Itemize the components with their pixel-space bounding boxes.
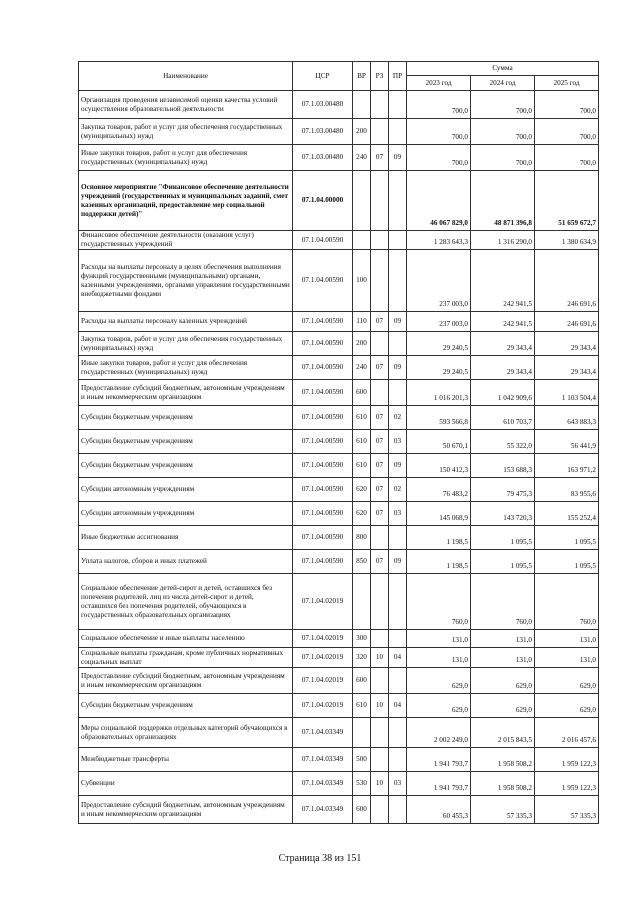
row-pr: 04 (389, 694, 407, 718)
row-name: Предоставление субсидий бюджетным, автономным учреждениям и иным некоммерческим организациям (79, 668, 293, 694)
row-vr: 620 (353, 502, 371, 526)
row-pr (389, 574, 407, 630)
row-name: Уплата налогов, сборов и иных платежей (79, 550, 293, 574)
row-rz: 10 (371, 694, 389, 718)
row-csr: 07.1.04.00590 (293, 332, 353, 356)
row-csr: 07.1.04.03349 (293, 718, 353, 748)
row-pr: 04 (389, 648, 407, 668)
table-row (79, 648, 599, 668)
row-csr: 07.1.04.00590 (293, 478, 353, 502)
row-rz: 07 (371, 550, 389, 574)
row-csr: 07.1.04.00590 (293, 231, 353, 250)
row-sum-2024: 1 958 508,2 (471, 772, 535, 796)
row-sum-2024: 760,0 (471, 574, 535, 630)
row-sum-2025: 56 441,9 (535, 430, 599, 454)
row-sum-2024: 55 322,0 (471, 430, 535, 454)
row-rz (371, 748, 389, 772)
row-rz: 07 (371, 454, 389, 478)
table-row (79, 630, 599, 648)
row-csr: 07.1.04.00000 (293, 171, 353, 231)
row-name: Закупка товаров, работ и услуг для обеспечения государственных (муниципальных) нужд (79, 119, 293, 145)
row-name: Субсидии бюджетным учреждениям (79, 694, 293, 718)
row-rz: 07 (371, 406, 389, 430)
header-pr: ПР (389, 62, 407, 91)
row-pr: 02 (389, 406, 407, 430)
row-pr (389, 119, 407, 145)
row-pr: 03 (389, 502, 407, 526)
row-rz: 07 (371, 430, 389, 454)
row-sum-2024: 700,0 (471, 145, 535, 171)
row-pr: 09 (389, 356, 407, 380)
table-row (79, 356, 599, 380)
header-year-2025: 2025 год (535, 76, 599, 91)
row-vr: 610 (353, 454, 371, 478)
row-csr: 07.1.04.00590 (293, 380, 353, 406)
row-sum-2023: 1 283 643,3 (407, 231, 471, 250)
row-csr: 07.1.04.02019 (293, 648, 353, 668)
row-sum-2025: 1 959 122,3 (535, 748, 599, 772)
row-pr (389, 526, 407, 550)
row-sum-2024: 1 095,5 (471, 526, 535, 550)
row-pr (389, 231, 407, 250)
row-sum-2025: 1 103 504,4 (535, 380, 599, 406)
row-csr: 07.1.03.00480 (293, 145, 353, 171)
row-sum-2024: 242 941,5 (471, 312, 535, 332)
row-vr: 600 (353, 668, 371, 694)
row-vr (353, 574, 371, 630)
row-sum-2023: 29 240,5 (407, 332, 471, 356)
row-csr: 07.1.03.00480 (293, 119, 353, 145)
row-sum-2025: 51 659 672,7 (535, 171, 599, 231)
table-row (79, 694, 599, 718)
row-rz (371, 171, 389, 231)
row-sum-2023: 131,0 (407, 630, 471, 648)
header-year-2023: 2023 год (407, 76, 471, 91)
row-csr: 07.1.04.00590 (293, 550, 353, 574)
row-csr: 07.1.04.03349 (293, 796, 353, 824)
row-rz (371, 119, 389, 145)
row-vr: 320 (353, 648, 371, 668)
row-csr: 07.1.04.02019 (293, 694, 353, 718)
row-name: Иные закупки товаров, работ и услуг для обеспечения государственных (муниципальных) нужд (79, 356, 293, 380)
row-name: Субвенции (79, 772, 293, 796)
row-sum-2023: 1 941 793,7 (407, 748, 471, 772)
row-sum-2023: 760,0 (407, 574, 471, 630)
row-vr (353, 171, 371, 231)
row-sum-2024: 57 335,3 (471, 796, 535, 824)
row-csr: 07.1.04.00590 (293, 312, 353, 332)
header-vr: ВР (353, 62, 371, 91)
row-rz (371, 231, 389, 250)
row-pr (389, 748, 407, 772)
table-row (79, 91, 599, 119)
row-rz: 07 (371, 312, 389, 332)
row-sum-2024: 48 871 396,8 (471, 171, 535, 231)
row-pr: 09 (389, 454, 407, 478)
row-sum-2023: 46 067 829,0 (407, 171, 471, 231)
row-pr (389, 380, 407, 406)
row-vr (353, 91, 371, 119)
row-rz (371, 796, 389, 824)
row-name: Расходы на выплаты персоналу в целях обеспечения выполнения функций государственными (муниципальными) органами, казенными учреждениями, органами управления государственными внебюджетными фондами (79, 250, 293, 312)
row-vr: 100 (353, 250, 371, 312)
row-sum-2025: 700,0 (535, 91, 599, 119)
row-pr (389, 796, 407, 824)
table-row (79, 772, 599, 796)
row-csr: 07.1.04.00590 (293, 454, 353, 478)
table-row (79, 312, 599, 332)
table-row (79, 748, 599, 772)
row-sum-2023: 629,0 (407, 668, 471, 694)
row-sum-2025: 760,0 (535, 574, 599, 630)
row-sum-2024: 610 703,7 (471, 406, 535, 430)
row-sum-2023: 50 670,1 (407, 430, 471, 454)
row-name: Иные закупки товаров, работ и услуг для обеспечения государственных (муниципальных) нужд (79, 145, 293, 171)
row-sum-2023: 1 198,5 (407, 550, 471, 574)
table-row (79, 380, 599, 406)
row-sum-2025: 29 343,4 (535, 356, 599, 380)
row-name: Предоставление субсидий бюджетным, автономным учреждениям и иным некоммерческим организациям (79, 380, 293, 406)
row-sum-2023: 29 240,5 (407, 356, 471, 380)
row-vr: 200 (353, 332, 371, 356)
row-pr (389, 91, 407, 119)
row-sum-2024: 629,0 (471, 694, 535, 718)
row-sum-2023: 1 941 793,7 (407, 772, 471, 796)
row-sum-2023: 2 002 249,0 (407, 718, 471, 748)
row-sum-2025: 131,0 (535, 648, 599, 668)
row-name: Субсидии автономным учреждениям (79, 502, 293, 526)
header-sum: Сумма (407, 62, 599, 76)
row-vr: 530 (353, 772, 371, 796)
row-rz (371, 380, 389, 406)
row-rz: 10 (371, 648, 389, 668)
table-row (79, 718, 599, 748)
header-rz: РЗ (371, 62, 389, 91)
row-sum-2025: 1 095,5 (535, 550, 599, 574)
budget-table (78, 61, 599, 824)
row-sum-2025: 246 691,6 (535, 250, 599, 312)
row-sum-2025: 163 971,2 (535, 454, 599, 478)
row-vr: 610 (353, 406, 371, 430)
table-row (79, 231, 599, 250)
table-row (79, 454, 599, 478)
row-sum-2025: 2 016 457,6 (535, 718, 599, 748)
row-sum-2025: 629,0 (535, 694, 599, 718)
row-name: Основное мероприятие "Финансовое обеспечение деятельности учреждений (государственных и муниципальных заданий, смет казенных организаций, предоставление мер социальной поддержки детей)" (79, 171, 293, 231)
row-name: Финансовое обеспечение деятельности (оказания услуг) государственных учреждений (79, 231, 293, 250)
row-pr: 02 (389, 478, 407, 502)
row-sum-2024: 29 343,4 (471, 332, 535, 356)
table-row (79, 430, 599, 454)
row-sum-2024: 700,0 (471, 91, 535, 119)
row-csr: 07.1.04.00590 (293, 430, 353, 454)
row-name: Субсидии бюджетным учреждениям (79, 406, 293, 430)
row-sum-2025: 1 095,5 (535, 526, 599, 550)
row-rz: 07 (371, 356, 389, 380)
table-row (79, 526, 599, 550)
row-vr: 200 (353, 119, 371, 145)
row-rz (371, 574, 389, 630)
row-vr: 240 (353, 145, 371, 171)
table-row (79, 478, 599, 502)
row-sum-2023: 593 566,8 (407, 406, 471, 430)
row-csr: 07.1.04.00590 (293, 526, 353, 550)
page-footer: Страница 38 из 151 (278, 853, 362, 864)
table-row (79, 796, 599, 824)
row-rz: 07 (371, 145, 389, 171)
table-row (79, 550, 599, 574)
table-row (79, 406, 599, 430)
row-pr (389, 250, 407, 312)
budget-table-page (78, 61, 598, 824)
row-pr (389, 332, 407, 356)
row-sum-2025: 29 343,4 (535, 332, 599, 356)
row-vr: 300 (353, 630, 371, 648)
row-csr: 07.1.04.00590 (293, 250, 353, 312)
row-vr: 800 (353, 526, 371, 550)
row-csr: 07.1.04.03349 (293, 748, 353, 772)
row-sum-2023: 76 483,2 (407, 478, 471, 502)
row-csr: 07.1.04.00590 (293, 406, 353, 430)
row-name: Предоставление субсидий бюджетным, автономным учреждениям и иным некоммерческим организациям (79, 796, 293, 824)
table-row (79, 574, 599, 630)
row-sum-2024: 131,0 (471, 648, 535, 668)
row-pr (389, 630, 407, 648)
row-pr: 03 (389, 430, 407, 454)
row-csr: 07.1.04.02019 (293, 630, 353, 648)
row-name: Организация проведения независимой оценки качества условий осуществления образовательной деятельности (79, 91, 293, 119)
row-sum-2025: 629,0 (535, 668, 599, 694)
row-sum-2024: 131,0 (471, 630, 535, 648)
row-vr (353, 718, 371, 748)
row-pr: 09 (389, 312, 407, 332)
header-name: Наименование (79, 62, 293, 91)
row-sum-2023: 700,0 (407, 91, 471, 119)
row-sum-2024: 700,0 (471, 119, 535, 145)
row-sum-2025: 1 959 122,3 (535, 772, 599, 796)
row-rz (371, 250, 389, 312)
row-sum-2024: 79 475,3 (471, 478, 535, 502)
row-sum-2024: 2 015 843,5 (471, 718, 535, 748)
row-sum-2023: 1 016 201,3 (407, 380, 471, 406)
table-row (79, 119, 599, 145)
row-name: Расходы на выплаты персоналу казенных учреждений (79, 312, 293, 332)
row-pr (389, 718, 407, 748)
row-csr: 07.1.04.02019 (293, 574, 353, 630)
row-vr: 600 (353, 796, 371, 824)
row-pr (389, 171, 407, 231)
row-csr: 07.1.04.00590 (293, 356, 353, 380)
row-pr: 03 (389, 772, 407, 796)
row-name: Субсидии бюджетным учреждениям (79, 430, 293, 454)
row-name: Социальное обеспечение и иные выплаты населению (79, 630, 293, 648)
row-name: Субсидии автономным учреждениям (79, 478, 293, 502)
row-sum-2025: 155 252,4 (535, 502, 599, 526)
row-pr: 09 (389, 550, 407, 574)
row-csr: 07.1.03.00480 (293, 91, 353, 119)
row-vr: 110 (353, 312, 371, 332)
row-vr: 620 (353, 478, 371, 502)
row-sum-2024: 1 316 290,0 (471, 231, 535, 250)
table-row (79, 145, 599, 171)
row-vr: 850 (353, 550, 371, 574)
row-rz (371, 630, 389, 648)
header-year-2024: 2024 год (471, 76, 535, 91)
table-row (79, 171, 599, 231)
row-rz: 07 (371, 502, 389, 526)
row-csr: 07.1.04.03349 (293, 772, 353, 796)
row-sum-2025: 1 380 634,9 (535, 231, 599, 250)
row-sum-2023: 237 003,0 (407, 250, 471, 312)
row-vr: 240 (353, 356, 371, 380)
row-sum-2023: 60 455,3 (407, 796, 471, 824)
row-sum-2024: 629,0 (471, 668, 535, 694)
row-rz (371, 526, 389, 550)
row-vr: 610 (353, 430, 371, 454)
row-name: Меры социальной поддержки отдельных категорий обучающихся в образовательных организациях (79, 718, 293, 748)
table-row (79, 332, 599, 356)
row-sum-2023: 237 003,0 (407, 312, 471, 332)
row-name: Межбюджетные трансферты (79, 748, 293, 772)
row-sum-2025: 700,0 (535, 145, 599, 171)
row-csr: 07.1.04.00590 (293, 502, 353, 526)
header-csr: ЦСР (293, 62, 353, 91)
table-row (79, 502, 599, 526)
row-vr: 500 (353, 748, 371, 772)
row-sum-2024: 1 958 508,2 (471, 748, 535, 772)
row-sum-2024: 153 688,3 (471, 454, 535, 478)
row-sum-2024: 143 720,3 (471, 502, 535, 526)
row-sum-2023: 629,0 (407, 694, 471, 718)
row-pr: 09 (389, 145, 407, 171)
row-name: Закупка товаров, работ и услуг для обеспечения государственных (муниципальных) нужд (79, 332, 293, 356)
row-name: Субсидии бюджетным учреждениям (79, 454, 293, 478)
row-sum-2023: 150 412,3 (407, 454, 471, 478)
row-sum-2025: 131,0 (535, 630, 599, 648)
row-sum-2025: 83 955,6 (535, 478, 599, 502)
row-rz (371, 332, 389, 356)
row-vr: 610 (353, 694, 371, 718)
table-body (79, 91, 599, 824)
row-sum-2025: 57 335,3 (535, 796, 599, 824)
row-sum-2023: 700,0 (407, 119, 471, 145)
row-name: Иные бюджетные ассигнования (79, 526, 293, 550)
row-vr (353, 231, 371, 250)
row-sum-2023: 1 198,5 (407, 526, 471, 550)
row-vr: 600 (353, 380, 371, 406)
table-row (79, 250, 599, 312)
row-rz (371, 718, 389, 748)
row-name: Социальное обеспечение детей-сирот и детей, оставшихся без попечения родителей, лиц из числа детей-сирот и детей, оставшихся без попечения родителей, обучающихся в государственных образовательных организациях (79, 574, 293, 630)
row-rz (371, 668, 389, 694)
row-rz: 10 (371, 772, 389, 796)
row-sum-2023: 131,0 (407, 648, 471, 668)
row-sum-2024: 1 042 909,6 (471, 380, 535, 406)
row-rz: 07 (371, 478, 389, 502)
table-row (79, 668, 599, 694)
row-sum-2024: 29 343,4 (471, 356, 535, 380)
row-sum-2024: 1 095,5 (471, 550, 535, 574)
row-sum-2025: 643 883,3 (535, 406, 599, 430)
row-sum-2025: 246 691,6 (535, 312, 599, 332)
row-sum-2023: 145 068,9 (407, 502, 471, 526)
row-sum-2023: 700,0 (407, 145, 471, 171)
row-csr: 07.1.04.02019 (293, 668, 353, 694)
row-name: Социальные выплаты гражданам, кроме публичных нормативных социальных выплат (79, 648, 293, 668)
row-sum-2025: 700,0 (535, 119, 599, 145)
row-pr (389, 668, 407, 694)
row-sum-2024: 242 941,5 (471, 250, 535, 312)
row-rz (371, 91, 389, 119)
